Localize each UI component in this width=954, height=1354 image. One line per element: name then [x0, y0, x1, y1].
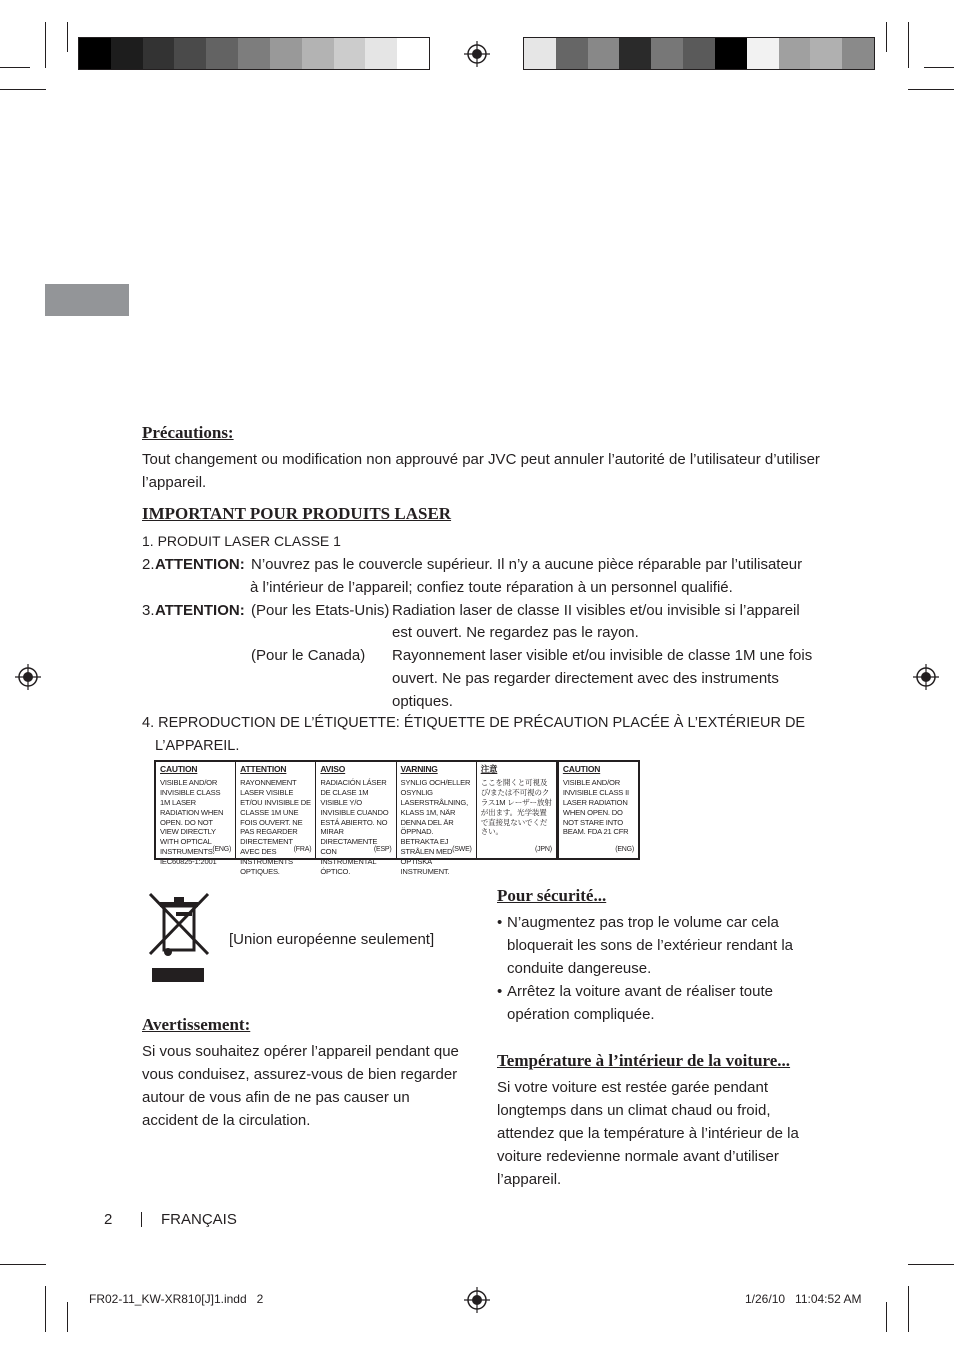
- laser-item-3-ca-line-2: ouvert. Ne pas regarder directement avec des instruments: [392, 670, 779, 687]
- label-cell-title: AVISO: [320, 764, 346, 774]
- label-cell-title: CAUTION: [562, 764, 601, 774]
- label-cell-title: 注意: [480, 764, 498, 774]
- label-cell-fra: [236, 762, 316, 877]
- label-cell-body: VISIBLE AND/OR INVISIBLE CLASS II LASER RADIATION WHEN OPEN. DO NOT STARE INTO BEAM. FDA 21 CFR: [562, 777, 629, 837]
- color-swatch: [143, 38, 175, 69]
- color-swatch: [174, 38, 206, 69]
- warning-heading: Avertissement:: [142, 1015, 251, 1034]
- laser-item-3-ca-line-1: Rayonnement laser visible et/ou invisible de classe 1M une fois: [392, 647, 813, 664]
- label-cell-esp: [316, 762, 396, 877]
- caution-label-reproduction: [154, 760, 640, 877]
- laser-heading: IMPORTANT POUR PRODUITS LASER: [142, 504, 452, 523]
- safety-bullet: • Arrêtez la voiture avant de réaliser toute opération compliquée.: [497, 980, 817, 1026]
- color-swatch: [810, 38, 842, 69]
- registration-mark-icon: [913, 664, 939, 690]
- color-swatch: [715, 38, 747, 69]
- laser-item-4-line-1: 4. REPRODUCTION DE L’ÉTIQUETTE: ÉTIQUETTE DE PRÉCAUTION PLACÉE À L’EXTÉRIEUR DE: [142, 715, 806, 731]
- color-swatch: [302, 38, 334, 69]
- label-cell-code: (FRA): [293, 846, 312, 854]
- label-cell-code: (JPN): [534, 846, 552, 854]
- footer-file-name: FR02-11_KW-XR810[J]1.indd 2: [89, 1292, 264, 1306]
- weee-caption: [Union européenne seulement]: [229, 931, 435, 948]
- label-cell-code: (ENG): [212, 846, 232, 854]
- color-calibration-bar-right: [523, 37, 875, 70]
- label-cell-swe: [397, 762, 477, 877]
- color-swatch: [111, 38, 143, 69]
- precautions-text: Tout changement ou modification non approuvé par JVC peut annuler l’autorité de l’utilisateur d’utiliser l’appareil.: [142, 451, 820, 491]
- label-cell-body: SYNLIG OCH/ELLER OSYNLIG LASERSTRÅLNING, KLASS 1M, NÄR DENNA DEL ÄR ÖPPNAD. BETRAKTA EJ STRÅLEN MED OPTISKA INSTRUMENT.: [400, 777, 471, 877]
- crop-mark: [908, 89, 954, 90]
- color-calibration-bar-left: [78, 37, 430, 70]
- laser-item-2-line-1: N’ouvrez pas le couvercle supérieur. Il n’y a aucune pièce réparable par l’utilisateur: [251, 556, 803, 573]
- safety-bullets: [497, 911, 817, 1026]
- color-swatch: [779, 38, 811, 69]
- temperature-heading: Température à l’intérieur de la voiture...: [497, 1051, 791, 1070]
- footer-date: 1/26/10 11:04:52 AM: [745, 1292, 862, 1306]
- crop-mark: [886, 1302, 887, 1332]
- crop-mark: [924, 67, 954, 68]
- label-cell-title: CAUTION: [160, 764, 198, 774]
- safety-bullet: • N’augmentez pas trop le volume car cela bloquerait les sons de l’extérieur rendant la conduite dangereuse.: [497, 911, 817, 980]
- color-swatch: [842, 38, 874, 69]
- laser-item-2-number: 2.: [142, 556, 155, 573]
- color-swatch: [683, 38, 715, 69]
- color-swatch: [270, 38, 302, 69]
- registration-mark-icon: [15, 664, 41, 690]
- color-swatch: [651, 38, 683, 69]
- crop-mark: [0, 67, 30, 68]
- precautions-heading: Précautions:: [142, 423, 234, 442]
- warning-text: Si vous souhaitez opérer l’appareil pendant que vous conduisez, assurez-vous de bien regarder autour de vous afin de ne pas causer un accident de la circulation.: [142, 1043, 459, 1129]
- laser-item-3-number: 3.: [142, 602, 155, 619]
- crop-mark: [908, 22, 909, 68]
- color-swatch: [397, 38, 429, 69]
- crop-mark: [67, 22, 68, 52]
- weee-crossed-bin-icon: [148, 892, 212, 984]
- color-swatch: [365, 38, 397, 69]
- color-swatch: [79, 38, 111, 69]
- safety-heading: Pour sécurité...: [497, 886, 607, 905]
- registration-mark-icon: [464, 1287, 490, 1313]
- color-swatch: [334, 38, 366, 69]
- crop-mark: [45, 1286, 46, 1332]
- page-number: 2: [104, 1211, 113, 1228]
- crop-mark: [0, 1264, 46, 1265]
- color-swatch: [747, 38, 779, 69]
- laser-item-3-ca-label: (Pour le Canada): [251, 647, 366, 664]
- label-cell-body: RADIACIÓN LÁSER DE CLASE 1M VISIBLE Y/O INVISIBLE CUANDO ESTÁ ABIERTO. NO MIRAR DIRECTAMENTE CON INSTRUMENTAL ÓPTICO.: [320, 777, 389, 877]
- label-cell-fda: [557, 762, 638, 858]
- color-swatch: [524, 38, 556, 69]
- laser-item-4-line-2: L’APPAREIL.: [155, 738, 240, 754]
- footer-language: FRANÇAIS: [161, 1211, 237, 1228]
- temperature-text: Si votre voiture est restée garée pendant longtemps dans un climat chaud ou froid, attendez que la température à l’intérieur de la voiture redevienne normale avant d’utiliser l’appareil.: [497, 1079, 799, 1188]
- registration-mark-icon: [464, 41, 490, 67]
- label-cell-code: (ESP): [373, 846, 392, 854]
- label-cell-title: VARNING: [400, 764, 438, 774]
- label-cell-title: ATTENTION: [240, 764, 287, 774]
- footer-divider: [141, 1212, 142, 1227]
- section-tab: [45, 284, 129, 316]
- laser-item-3-us-line-1: Radiation laser de classe II visibles et/ou invisible si l’appareil: [392, 602, 800, 619]
- laser-item-3-us-label: (Pour les Etats-Unis): [251, 602, 390, 619]
- label-cell-code: (ENG): [615, 846, 635, 854]
- crop-mark: [45, 22, 46, 68]
- label-cell-body: RAYONNEMENT LASER VISIBLE ET/OU INVISIBLE DE CLASSE 1M UNE FOIS OUVERT. NE PAS REGARDER DIRECTEMENT AVEC DES INSTRUMENTS OPTIQUES.: [240, 777, 311, 877]
- label-cell-body: VISIBLE AND/OR INVISIBLE CLASS 1M LASER RADIATION WHEN OPEN. DO NOT VIEW DIRECTLY WITH OPTICAL INSTRUMENTS. IEC60825-1:2001: [160, 777, 224, 867]
- crop-mark: [908, 1286, 909, 1332]
- color-swatch: [556, 38, 588, 69]
- color-swatch: [206, 38, 238, 69]
- color-swatch: [588, 38, 620, 69]
- label-cell-body: ここを開くと可視及び/または不可視のクラス1M レーザー放射が出ます。光学装置で直接見ないでください。: [480, 777, 552, 837]
- laser-item-2-label: ATTENTION:: [155, 556, 245, 573]
- laser-item-3-us-line-2: est ouvert. Ne regardez pas le rayon.: [392, 624, 639, 641]
- color-swatch: [619, 38, 651, 69]
- color-swatch: [238, 38, 270, 69]
- laser-item-3-ca-line-3: optiques.: [392, 693, 453, 710]
- crop-mark: [908, 1264, 954, 1265]
- crop-mark: [886, 22, 887, 52]
- laser-item-1: 1. PRODUIT LASER CLASSE 1: [142, 533, 341, 549]
- label-cell-code: (SWE): [452, 846, 472, 854]
- laser-item-2-line-2: à l’intérieur de l’appareil; confiez toute réparation à un personnel qualifié.: [250, 579, 733, 596]
- laser-item-3-label: ATTENTION:: [155, 602, 245, 619]
- crop-mark: [0, 89, 46, 90]
- label-cell-eng: [156, 762, 236, 867]
- label-cell-jpn: [477, 762, 557, 858]
- crop-mark: [67, 1302, 68, 1332]
